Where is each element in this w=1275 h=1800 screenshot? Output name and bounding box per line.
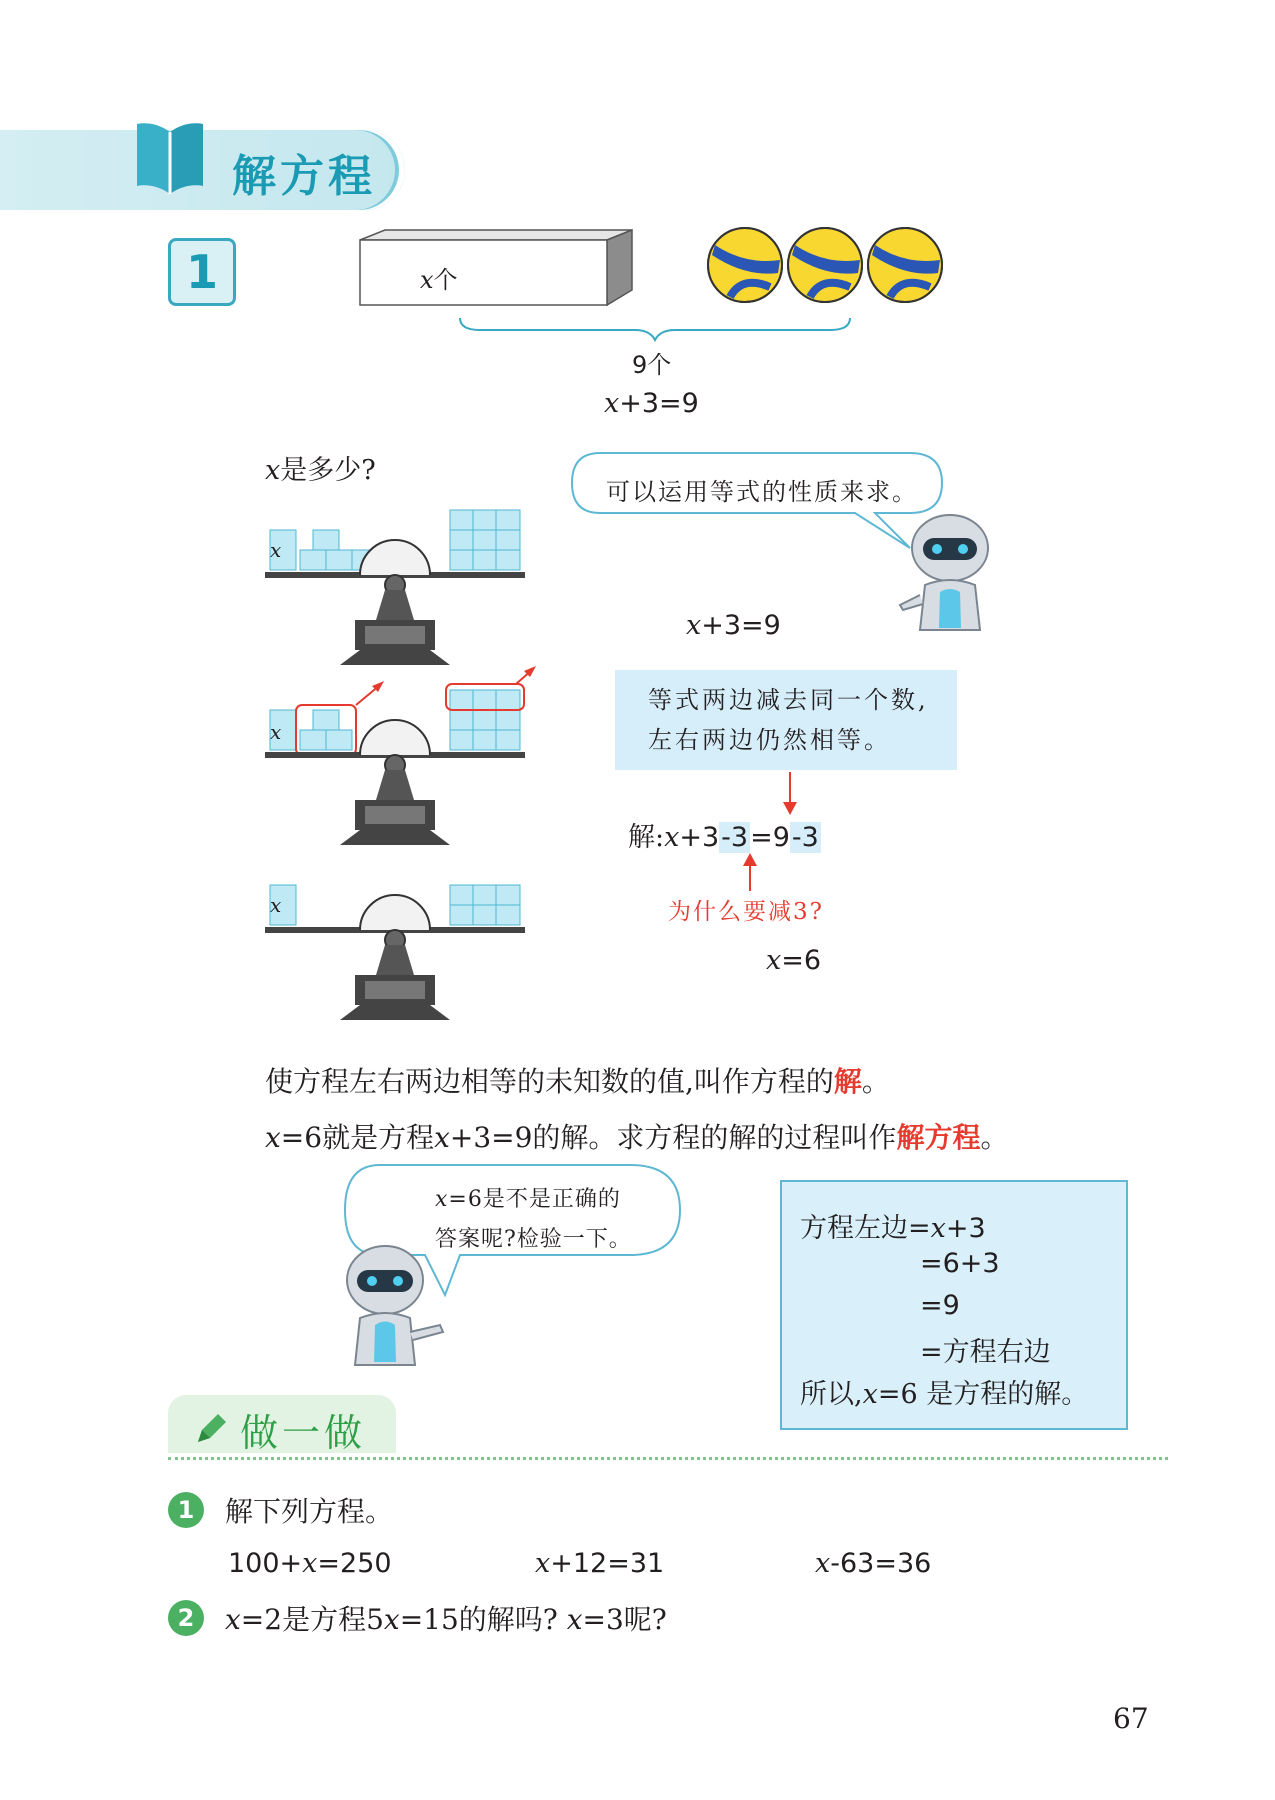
check-question-line: 答案呢?检验一下。 — [435, 1227, 632, 1252]
exercise-equation: 100+x=250 — [228, 1548, 392, 1579]
robot-icon — [335, 1240, 455, 1370]
rule-line: 等式两边减去同一个数, — [648, 686, 929, 714]
question-text: x是多少? — [265, 455, 376, 486]
book-icon — [135, 118, 205, 198]
balance-label: x — [270, 720, 282, 744]
pencil-icon — [192, 1410, 230, 1448]
definition-solving: x=6就是方程x+3=9的解。求方程的解的过程叫作解方程。 — [265, 1121, 1009, 1154]
volleyball-icon — [788, 228, 862, 302]
volleyball-icon — [868, 228, 942, 302]
brace-label: 9个 — [632, 351, 672, 379]
balance-scales-illustration — [260, 500, 540, 1050]
exercise-number: 2 — [168, 1600, 204, 1636]
box-and-balls-illustration — [350, 225, 990, 365]
page-title: 解方程 — [232, 151, 376, 202]
balance-scale — [265, 666, 536, 845]
verify-line: =方程右边 — [920, 1337, 1051, 1368]
robot-bubble-text: 可以运用等式的性质来求。 — [606, 478, 918, 506]
practice-title: 做一做 — [240, 1411, 367, 1455]
down-arrow-icon — [780, 772, 800, 817]
solution-equation: 解:x+3-3=9-3 — [628, 822, 819, 853]
robot-icon — [895, 510, 1005, 635]
up-arrow-icon — [740, 853, 760, 893]
exercise-equation: x+12=31 — [535, 1548, 665, 1579]
equation-mid: x+3=9 — [686, 610, 781, 641]
volleyball-icon — [708, 228, 782, 302]
verify-line: 所以,x=6 是方程的解。 — [800, 1379, 1089, 1410]
balance-scale — [265, 885, 525, 1020]
equation-top: x+3=9 — [604, 388, 699, 419]
exercise-text: x=2是方程5x=15的解吗? x=3呢? — [225, 1603, 667, 1636]
definition-solution: 使方程左右两边相等的未知数的值,叫作方程的解。 — [265, 1065, 890, 1098]
page-number: 67 — [1113, 1702, 1149, 1735]
box-label: x个 — [420, 266, 458, 294]
verify-line: 方程左边=x+3 — [800, 1213, 986, 1244]
why-question: 为什么要减3? — [668, 899, 824, 925]
example-number: 1 — [168, 238, 236, 306]
result-equation: x=6 — [766, 945, 822, 976]
exercise-text: 解下列方程。 — [225, 1495, 394, 1528]
practice-divider — [168, 1457, 1168, 1460]
balance-label: x — [270, 538, 282, 562]
balance-label: x — [270, 893, 282, 917]
rule-line: 左右两边仍然相等。 — [648, 726, 891, 754]
exercise-equation: x-63=36 — [815, 1548, 932, 1579]
verify-line: =9 — [920, 1290, 960, 1321]
balance-scale — [265, 510, 525, 665]
verify-line: =6+3 — [920, 1248, 1000, 1279]
check-question-line: x=6是不是正确的 — [435, 1187, 621, 1212]
exercise-number: 1 — [168, 1492, 204, 1528]
